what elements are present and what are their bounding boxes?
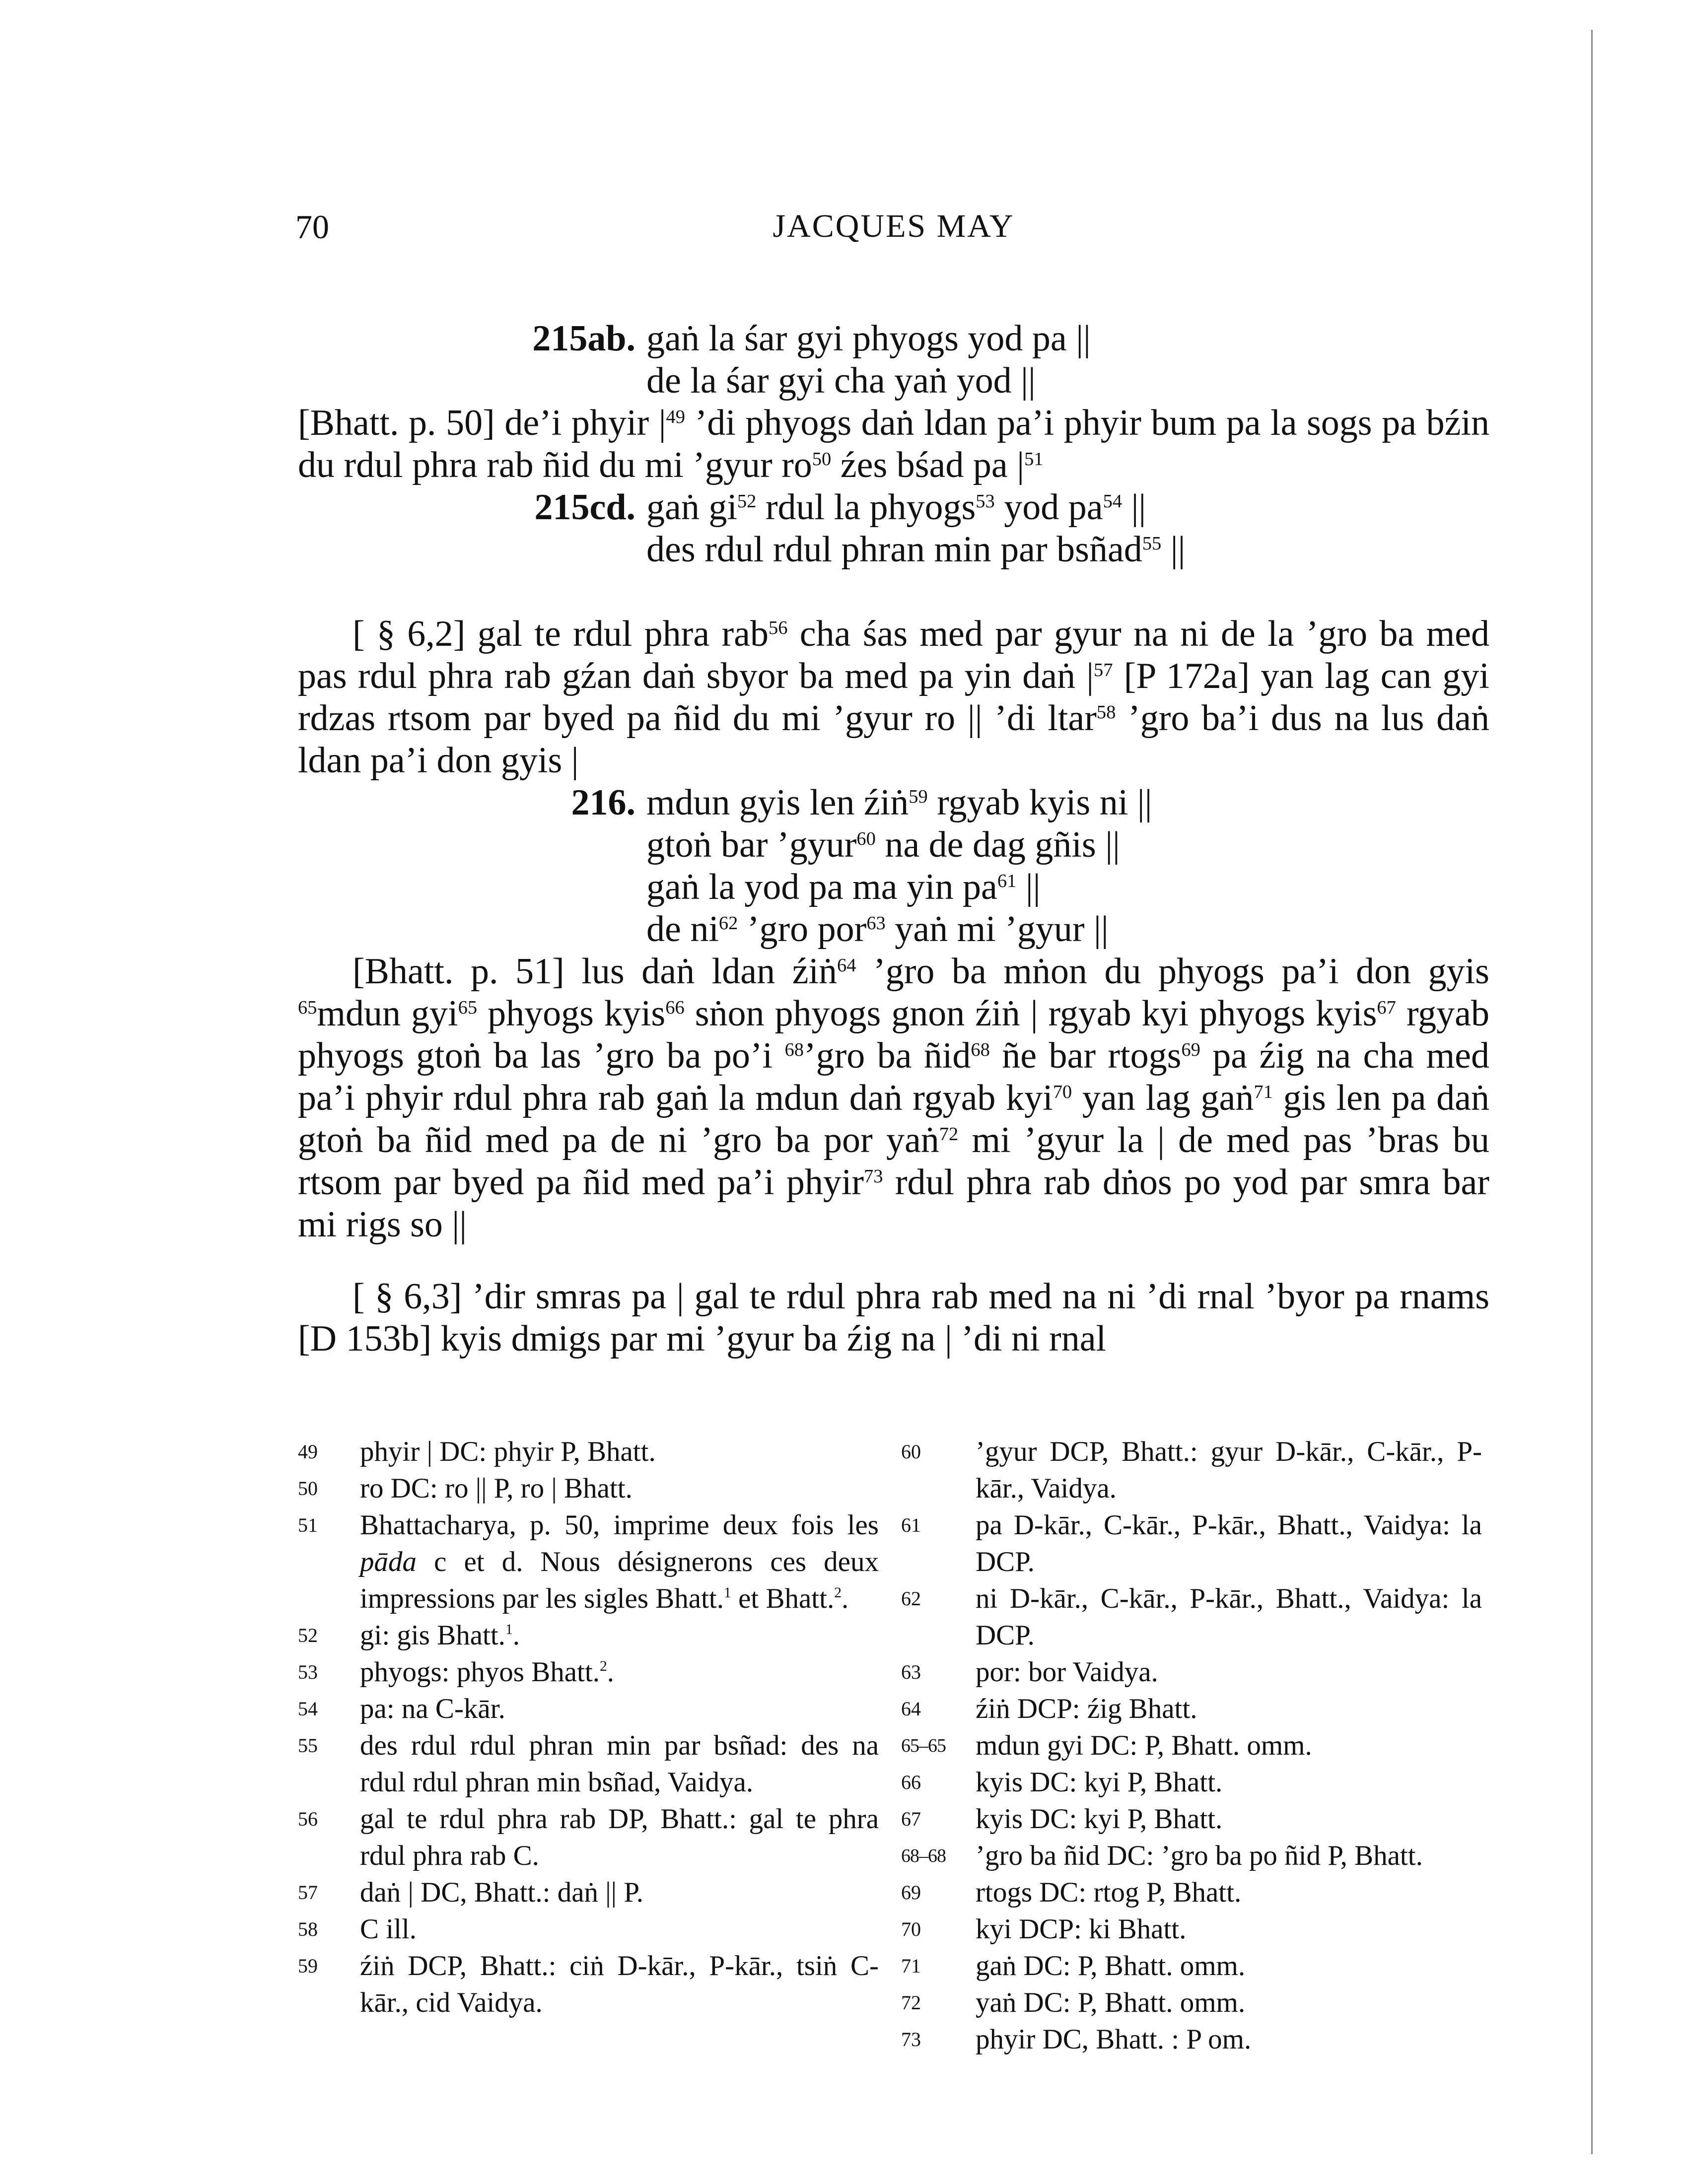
footnote-number: 62 xyxy=(901,1587,921,1610)
footnote-text: C ill. xyxy=(360,1913,417,1945)
footnote-number: 60 xyxy=(901,1440,921,1463)
text-run: gtoṅ bar ’gyur xyxy=(646,824,857,865)
footnote-text: rtogs DC: rtog P, Bhatt. xyxy=(976,1877,1242,1908)
footnote-ref: 68 xyxy=(784,1039,804,1060)
footnote-ref: 1 xyxy=(505,1622,513,1638)
footnote-ref: 1 xyxy=(724,1585,731,1601)
footnote-ref: 69 xyxy=(1181,1039,1200,1060)
footnote-ref: 51 xyxy=(1024,449,1044,470)
text-run: et Bhatt. xyxy=(731,1583,835,1614)
paragraph xyxy=(298,613,1489,782)
footnote-ref: 62 xyxy=(718,913,738,934)
footnote xyxy=(901,1948,1482,1984)
text-run: [P 172a] yan lag can gyi rdzas rtsom par byed pa ñid du mi ’gyur ro || ’di ltar xyxy=(298,656,1489,739)
footnote-number: 70 xyxy=(901,1918,921,1940)
running-head: JACQUES MAY xyxy=(773,208,1015,244)
text-run xyxy=(298,318,1489,360)
footnote-text: źiṅ DCP: źig Bhatt. xyxy=(976,1693,1197,1724)
text-run: gis len pa daṅ gtoṅ ba ñid med pa de ni ’gro ba por yaṅ xyxy=(298,1078,1490,1160)
footnote-number: 63 xyxy=(901,1661,921,1683)
footnote-number: 52 xyxy=(298,1624,318,1646)
footnote xyxy=(901,1691,1482,1727)
footnote-text: yaṅ DC: P, Bhatt. omm. xyxy=(976,1987,1246,2018)
footnote-ref: 71 xyxy=(1254,1082,1273,1102)
text-run: . xyxy=(607,1656,615,1688)
footnote xyxy=(901,1764,1482,1801)
footnote-number: 50 xyxy=(298,1477,318,1500)
footnote-text: kyis DC: kyi P, Bhatt. xyxy=(976,1767,1223,1798)
footnote-number: 72 xyxy=(901,1991,921,2014)
text-run xyxy=(298,486,1489,529)
footnote-ref: 2 xyxy=(599,1658,607,1674)
text-run: phyogs: phyos Bhatt. xyxy=(360,1656,600,1688)
footnote xyxy=(901,1580,1482,1654)
footnote-text: kyis DC: kyi P, Bhatt. xyxy=(976,1803,1223,1835)
verse-line: de la śar gyi cha yaṅ yod || xyxy=(646,360,1036,401)
footnote-text: gaṅ DC: P, Bhatt. omm. xyxy=(976,1950,1246,1981)
text-run: mi ’gyur la | de med pas ’bras bu rtsom par byed pa ñid med pa’i phyir xyxy=(298,1120,1490,1203)
verse-line: gaṅ la śar gyi phyogs yod pa || xyxy=(646,318,1091,359)
footnote-number: 53 xyxy=(298,1661,318,1683)
verse-number: 216. xyxy=(571,782,635,823)
text-run: rgyab kyis ni || xyxy=(927,782,1152,823)
text-run: Bhattacharya, p. 50, imprime deux fois les xyxy=(360,1509,879,1541)
footnote-text xyxy=(360,1507,879,1617)
footnote xyxy=(298,1874,879,1911)
footnote-ref: 65 xyxy=(298,997,317,1018)
footnote-number: 55 xyxy=(298,1734,318,1757)
text-run xyxy=(298,908,1489,951)
footnote-ref: 73 xyxy=(864,1166,883,1187)
text-run: gaṅ la yod pa ma yin pa xyxy=(646,867,997,907)
text-run: ’gro ba mṅon du phyogs pa’i don gyis xyxy=(856,951,1489,992)
footnote xyxy=(298,1911,879,1948)
footnote xyxy=(298,1470,879,1507)
footnote-ref: 65 xyxy=(458,997,478,1018)
footnote-ref: 70 xyxy=(1053,1082,1072,1102)
text-run: c et d. Nous désignerons ces deux impressions par les sigles Bhatt. xyxy=(360,1546,879,1614)
footnote-text: ’gro ba ñid DC: ’gro ba po ñid P, Bhatt. xyxy=(976,1840,1423,1871)
verse-line xyxy=(646,867,1041,907)
footnote-number: 71 xyxy=(901,1955,921,1977)
footnote xyxy=(901,1801,1482,1838)
footnote-ref: 66 xyxy=(665,997,685,1018)
footnote xyxy=(298,1617,879,1654)
text-run: de ni xyxy=(646,909,719,950)
verse-line xyxy=(646,487,1146,528)
footnote-ref: 50 xyxy=(812,449,832,470)
main-text xyxy=(298,318,1489,1360)
footnote-text: phyir DC, Bhatt. : P om. xyxy=(976,2024,1252,2055)
footnote-ref: 53 xyxy=(976,491,995,512)
footnote xyxy=(901,1507,1482,1580)
footnote xyxy=(901,1874,1482,1911)
text-run xyxy=(298,529,1489,571)
footnote xyxy=(298,1433,879,1470)
paragraph xyxy=(298,402,1489,486)
footnote xyxy=(298,1691,879,1727)
footnote-number: 69 xyxy=(901,1881,921,1904)
text-run: ’gro ba’i dus na lus daṅ ldan pa’i don gyis | xyxy=(298,698,1489,781)
footnote-number: 73 xyxy=(901,2028,921,2050)
text-run: gaṅ gi xyxy=(646,487,737,528)
footnote-number: 58 xyxy=(298,1918,318,1940)
footnote xyxy=(298,1801,879,1874)
footnote-number: 49 xyxy=(298,1440,318,1463)
footnote-ref: 49 xyxy=(666,407,685,427)
footnote xyxy=(901,1911,1482,1948)
footnote-text: phyir | DC: phyir P, Bhatt. xyxy=(360,1436,656,1467)
text-run xyxy=(298,360,1489,402)
text-run: źes bśad pa | xyxy=(831,445,1025,485)
verse-line xyxy=(646,529,1185,570)
footnote-ref: 72 xyxy=(939,1124,959,1145)
footnote-ref: 54 xyxy=(1103,491,1123,512)
text-run: ’gro por xyxy=(738,909,867,950)
footnote-text: daṅ | DC, Bhatt.: daṅ || P. xyxy=(360,1877,643,1908)
text-run: . xyxy=(512,1620,520,1651)
text-run: yan lag gaṅ xyxy=(1072,1078,1254,1118)
text-run: phyogs kyis xyxy=(477,993,666,1034)
footnotes-right xyxy=(901,1433,1482,2058)
footnote-number: 59 xyxy=(298,1955,318,1977)
footnote-ref: 63 xyxy=(866,913,886,934)
text-run: || xyxy=(1016,867,1041,907)
text-run: des rdul rdul phran min par bsñad xyxy=(646,529,1142,570)
text-run xyxy=(298,824,1489,866)
footnote-number: 51 xyxy=(298,1514,318,1536)
footnote-ref: 60 xyxy=(856,828,876,849)
text-run xyxy=(298,1246,1489,1276)
footnote-ref: 68 xyxy=(971,1039,990,1060)
text-run: rdul phra rab dṅos po yod par smra bar mi rigs so || xyxy=(298,1162,1489,1245)
footnote xyxy=(901,2021,1482,2058)
footnote-number: 65–65 xyxy=(901,1735,946,1756)
footnote-ref: 52 xyxy=(737,491,757,512)
page-number: 70 xyxy=(295,208,329,246)
footnote-number: 56 xyxy=(298,1808,318,1830)
paragraph xyxy=(298,951,1489,1246)
footnote-text: źiṅ DCP, Bhatt.: ciṅ D-kār., P-kār., tsiṅ C-kār., cid Vaidya. xyxy=(360,1950,879,2018)
footnote xyxy=(298,1948,879,2021)
footnote-number: 61 xyxy=(901,1514,921,1536)
text-run: [Bhatt. p. 51] lus daṅ ldan źiṅ xyxy=(352,951,838,992)
footnote-ref: 2 xyxy=(834,1585,842,1601)
text-run: sṅon phyogs gnon źiṅ | rgyab kyi phyogs kyis xyxy=(684,993,1377,1034)
footnote-number: 68–68 xyxy=(901,1845,946,1866)
footnote-number: 54 xyxy=(298,1698,318,1720)
footnote-text: gal te rdul phra rab DP, Bhatt.: gal te phra rdul phra rab C. xyxy=(360,1803,879,1871)
footnote-number: 57 xyxy=(298,1881,318,1904)
footnote-ref: 57 xyxy=(1094,660,1113,681)
verse-number: 215ab. xyxy=(532,318,635,359)
footnote-ref: 61 xyxy=(997,871,1017,891)
text-run: na de dag gñis || xyxy=(875,824,1120,865)
footnote-text: pa: na C-kār. xyxy=(360,1693,505,1724)
verse-number: 215cd. xyxy=(534,487,635,528)
footnote xyxy=(901,1838,1482,1874)
footnote-text: ni D-kār., C-kār., P-kār., Bhatt., Vaidya: la DCP. xyxy=(976,1583,1482,1651)
footnote-text: por: bor Vaidya. xyxy=(976,1656,1158,1688)
text-run: gi: gis Bhatt. xyxy=(360,1620,505,1651)
footnote xyxy=(901,1433,1482,1507)
footnote-ref: 58 xyxy=(1096,702,1116,723)
text-run: [Bhatt. p. 50] de’i phyir | xyxy=(298,403,666,443)
text-run: . xyxy=(842,1583,849,1614)
verse-215cd xyxy=(298,486,1489,571)
footnote-text: des rdul rdul phran min par bsñad: des na rdul rdul phran min bsñad, Vaidya. xyxy=(360,1730,879,1798)
footnote-ref: 67 xyxy=(1377,997,1396,1018)
footnote-ref: 64 xyxy=(837,955,856,976)
text-run: yod pa xyxy=(994,487,1103,528)
text-run: rgyab phyogs gtoṅ ba las ’gro ba po’i xyxy=(298,993,1489,1076)
text-run: || xyxy=(1122,487,1146,528)
text-run: mdun gyi xyxy=(317,993,458,1034)
paragraph xyxy=(298,1276,1489,1360)
footnote-text: ro DC: ro || P, ro | Bhatt. xyxy=(360,1473,633,1504)
footnote-text: kyi DCP: ki Bhatt. xyxy=(976,1913,1187,1945)
footnote-ref: 59 xyxy=(909,786,928,807)
text-run: pa źig na cha med pa’i phyir rdul phra rab gaṅ la mdun daṅ rgyab kyi xyxy=(298,1035,1489,1118)
footnote-text xyxy=(360,1654,879,1691)
page-edge-line xyxy=(1591,30,1593,2154)
text-run xyxy=(298,782,1489,824)
text-run: rdul la phyogs xyxy=(756,487,976,528)
verse-215ab xyxy=(298,318,1489,402)
text-run: ñe bar rtogs xyxy=(989,1035,1182,1076)
footnote xyxy=(298,1727,879,1801)
footnote-text: pa D-kār., C-kār., P-kār., Bhatt., Vaidya: la DCP. xyxy=(976,1509,1482,1577)
verse-line xyxy=(646,782,1152,823)
footnote-number: 67 xyxy=(901,1808,921,1830)
text-run: pāda xyxy=(360,1546,417,1577)
footnote-number: 64 xyxy=(901,1698,921,1720)
verse-line xyxy=(646,824,1120,865)
text-run xyxy=(298,866,1489,908)
footnote-number: 66 xyxy=(901,1771,921,1793)
text-run: [ § 6,2] gal te rdul phra rab xyxy=(352,614,769,654)
footnote xyxy=(901,1984,1482,2021)
footnote-text: ’gyur DCP, Bhatt.: gyur D-kār., C-kār., P-kār., Vaidya. xyxy=(976,1436,1482,1504)
text-run: yaṅ mi ’gyur || xyxy=(885,909,1109,950)
text-run: cha śas med par gyur na ni de la ’gro ba med pas rdul phra rab gźan daṅ sbyor ba med pa yin daṅ | xyxy=(298,614,1489,696)
footnotes-left xyxy=(298,1433,879,2021)
text-run: ’gro ba ñid xyxy=(803,1035,971,1076)
footnote-text xyxy=(360,1617,879,1654)
footnote xyxy=(298,1507,879,1617)
verse-216 xyxy=(298,782,1489,951)
footnote-text: mdun gyi DC: P, Bhatt. omm. xyxy=(976,1730,1312,1761)
footnote xyxy=(298,1654,879,1691)
footnote xyxy=(901,1727,1482,1764)
text-run: [ § 6,3] ’dir smras pa | gal te rdul phra rab med na ni ’di rnal ’byor pa rnams [D 153b] kyis dmigs par mi ’gyur ba źig na | ’di ni rnal xyxy=(298,1276,1489,1359)
text-run: mdun gyis len źiṅ xyxy=(646,782,909,823)
text-run: ’di phyogs daṅ ldan pa’i phyir bum pa la sogs pa bźin du rdul phra rab ñid du mi ’gyur ro xyxy=(298,403,1490,485)
footnote-ref: 56 xyxy=(768,617,788,638)
page-header xyxy=(295,207,1492,252)
verse-line xyxy=(646,909,1109,950)
footnote xyxy=(901,1654,1482,1691)
footnote-ref: 55 xyxy=(1142,533,1162,554)
text-run: || xyxy=(1161,529,1186,570)
text-run xyxy=(298,571,1489,613)
